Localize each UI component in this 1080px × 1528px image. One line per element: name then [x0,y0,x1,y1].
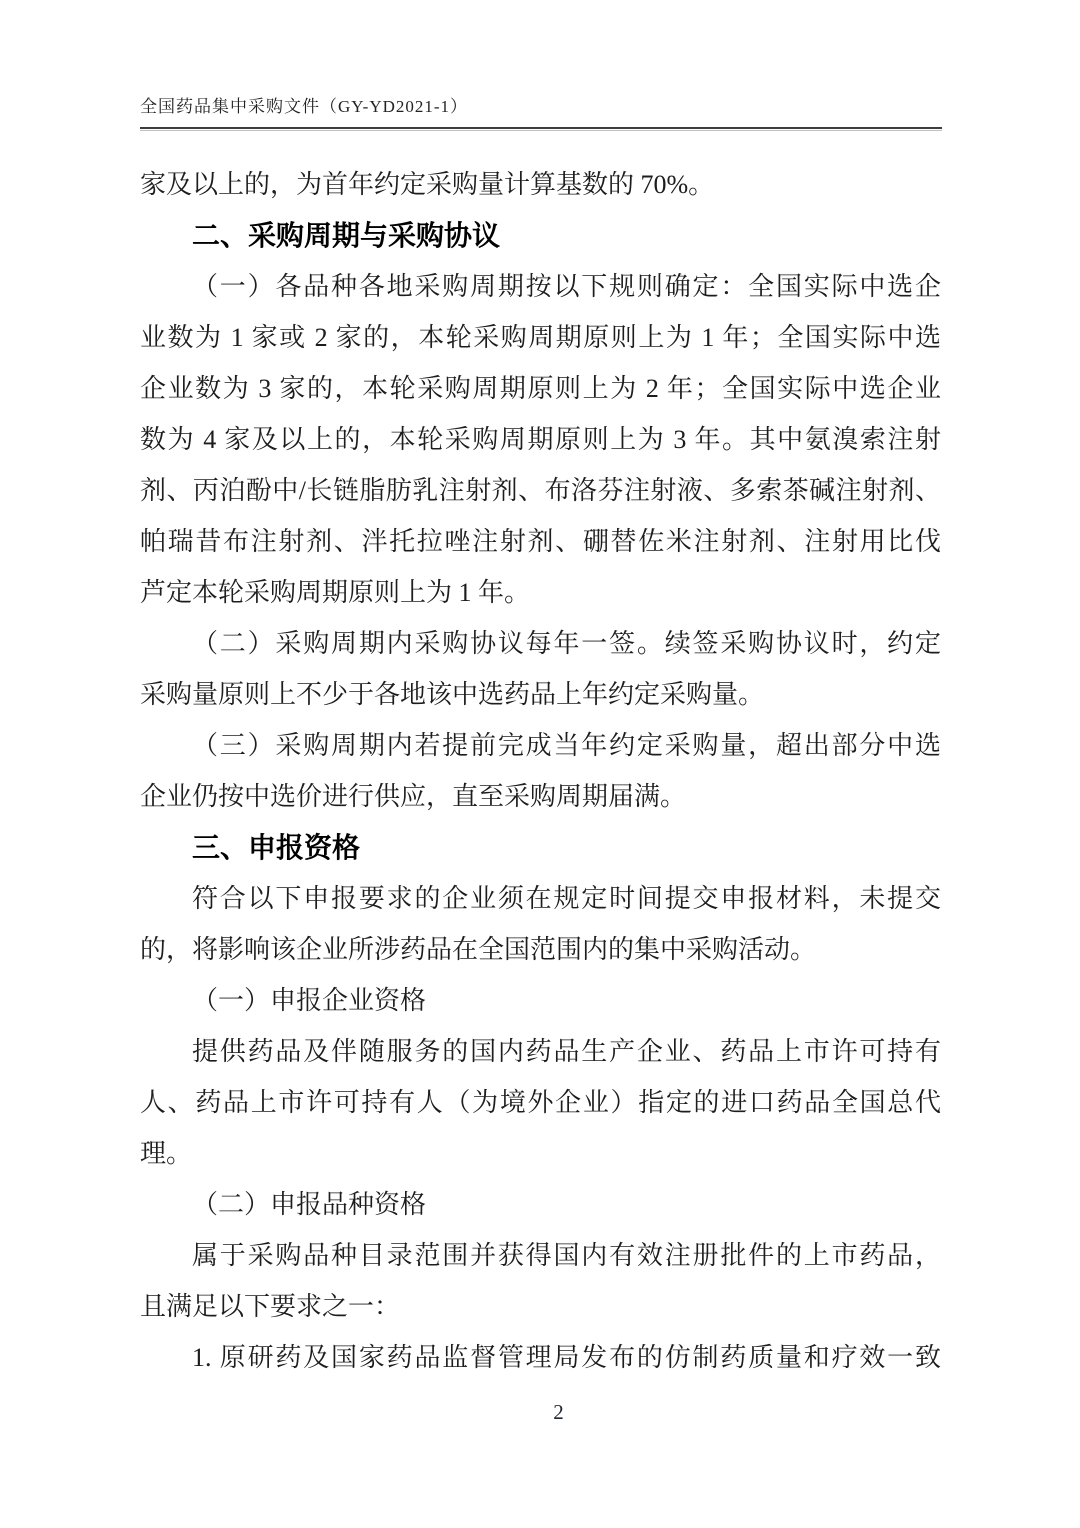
text-line: （二）申报品种资格 [192,1190,427,1219]
text-line: 人、药品上市许可持有人（为境外企业）指定的进口药品全国总代 [140,1088,941,1117]
text-line: 企业数为 3 家的，本轮采购周期原则上为 2 年；全国实际中选企业 [140,374,941,403]
page-number: 2 [553,1400,564,1424]
section-heading: 二、采购周期与采购协议 [192,220,501,251]
document-body [140,159,941,1383]
header-title: 全国药品集中采购文件（GY-YD2021-1） [140,97,469,116]
text-line: 业数为 1 家或 2 家的，本轮采购周期原则上为 1 年；全国实际中选 [140,323,941,352]
text-line: （一）各品种各地采购周期按以下规则确定：全国实际中选企 [192,272,941,301]
text-line: 符合以下申报要求的企业须在规定时间提交申报材料，未提交 [192,884,941,913]
text-line: 且满足以下要求之一： [140,1292,401,1321]
text-line: 理。 [140,1139,193,1168]
text-line: 家及以上的，为首年约定采购量计算基数的 70%。 [140,170,715,199]
text-line: 提供药品及伴随服务的国内药品生产企业、药品上市许可持有 [192,1037,941,1066]
text-line: 芦定本轮采购周期原则上为 1 年。 [140,578,531,607]
page-footer [158,1400,959,1425]
text-line: 的，将影响该企业所涉药品在全国范围内的集中采购活动。 [140,935,817,964]
text-line: 帕瑞昔布注射剂、泮托拉唑注射剂、硼替佐米注射剂、注射用比伐 [140,527,941,556]
text-line: 采购量原则上不少于各地该中选药品上年约定采购量。 [140,680,765,709]
text-line: 数为 4 家及以上的，本轮采购周期原则上为 3 年。其中氨溴索注射 [140,425,941,454]
text-line: （二）采购周期内采购协议每年一签。续签采购协议时，约定 [192,629,941,658]
text-line: （三）采购周期内若提前完成当年约定采购量，超出部分中选 [192,731,941,760]
text-line: 1. 原研药及国家药品监督管理局发布的仿制药质量和疗效一致 [192,1343,941,1372]
header-rule [140,127,942,131]
text-line: 企业仍按中选价进行供应，直至采购周期届满。 [140,782,687,811]
text-line: 属于采购品种目录范围并获得国内有效注册批件的上市药品， [192,1241,941,1270]
text-line: 剂、丙泊酚中/长链脂肪乳注射剂、布洛芬注射液、多索茶碱注射剂、 [140,476,941,505]
section-heading: 三、申报资格 [192,832,361,863]
text-line: （一）申报企业资格 [192,986,427,1015]
header-rule-thick-line [140,127,942,129]
header-rule-thin-line [140,130,942,131]
